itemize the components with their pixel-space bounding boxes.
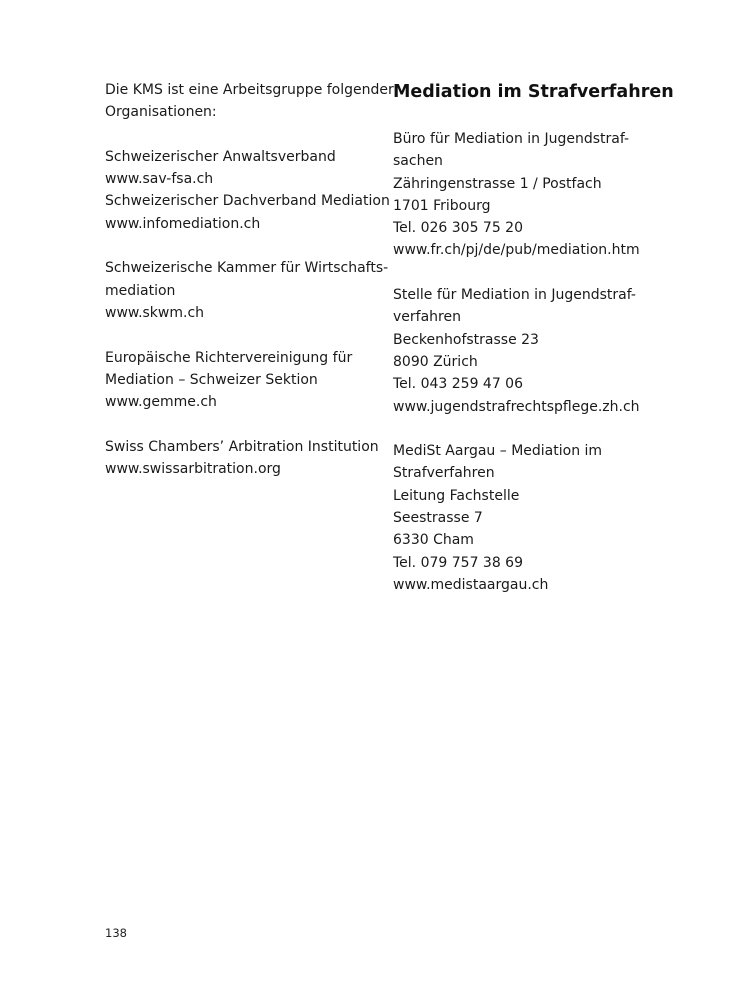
address-block — [393, 284, 713, 418]
intro-line: Organisationen: — [105, 104, 217, 121]
org-website: www.skwm.ch — [105, 304, 205, 321]
org-website: www.swissarbitration.org — [105, 461, 281, 478]
org-name: Schweizerischer Dachverband Mediation — [105, 193, 390, 210]
org-name: Schweizerische Kammer für Wirtschafts- — [105, 260, 389, 277]
right-column — [393, 79, 713, 596]
street-address: Zähringenstrasse 1 / Postfach — [393, 175, 602, 192]
intro-line: Die KMS ist eine Arbeitsgruppe folgender — [105, 82, 394, 98]
organization-block — [105, 257, 389, 324]
postal-city: 8090 Zürich — [393, 353, 478, 370]
org-name: Swiss Chambers’ Arbitration Institution — [105, 438, 379, 455]
org-website: www.gemme.ch — [105, 394, 217, 411]
intro-block — [105, 79, 394, 124]
left-column — [105, 79, 394, 480]
page-number: 138 — [105, 926, 127, 940]
office-name: Strafverfahren — [393, 465, 495, 482]
org-website: www.infomediation.ch — [105, 215, 261, 232]
office-name: Büro für Mediation in Jugendstraf- — [393, 131, 630, 147]
street-address: Seestrasse 7 — [393, 510, 483, 527]
organization-block — [105, 436, 385, 481]
office-name: Stelle für Mediation in Jugendstraf- — [393, 287, 636, 304]
org-name: mediation — [105, 282, 176, 299]
office-name: MediSt Aargau – Mediation im — [393, 443, 603, 460]
address-block — [393, 128, 713, 262]
office-department: Leitung Fachstelle — [393, 487, 520, 504]
org-name: Europäische Richtervereinigung für — [105, 349, 353, 366]
website: www.jugendstrafrechtspflege.zh.ch — [393, 398, 640, 415]
phone-number: Tel. 043 259 47 06 — [393, 376, 523, 393]
organization-block — [105, 146, 390, 235]
org-website: www.sav-fsa.ch — [105, 171, 214, 188]
address-block — [393, 440, 713, 596]
phone-number: Tel. 026 305 75 20 — [393, 220, 523, 237]
section-heading: Mediation im Strafverfahren — [393, 82, 674, 102]
postal-city: 1701 Fribourg — [393, 197, 491, 214]
office-name: sachen — [393, 153, 443, 170]
organization-block — [105, 347, 385, 414]
postal-city: 6330 Cham — [393, 532, 474, 549]
org-name: Schweizerischer Anwaltsverband — [105, 148, 336, 165]
org-name: Mediation – Schweizer Sektion — [105, 371, 318, 388]
phone-number: Tel. 079 757 38 69 — [393, 554, 523, 571]
website: www.fr.ch/pj/de/pub/mediation.htm — [393, 242, 640, 259]
website: www.medistaargau.ch — [393, 576, 549, 593]
office-name: verfahren — [393, 309, 461, 326]
street-address: Beckenhofstrasse 23 — [393, 331, 539, 348]
